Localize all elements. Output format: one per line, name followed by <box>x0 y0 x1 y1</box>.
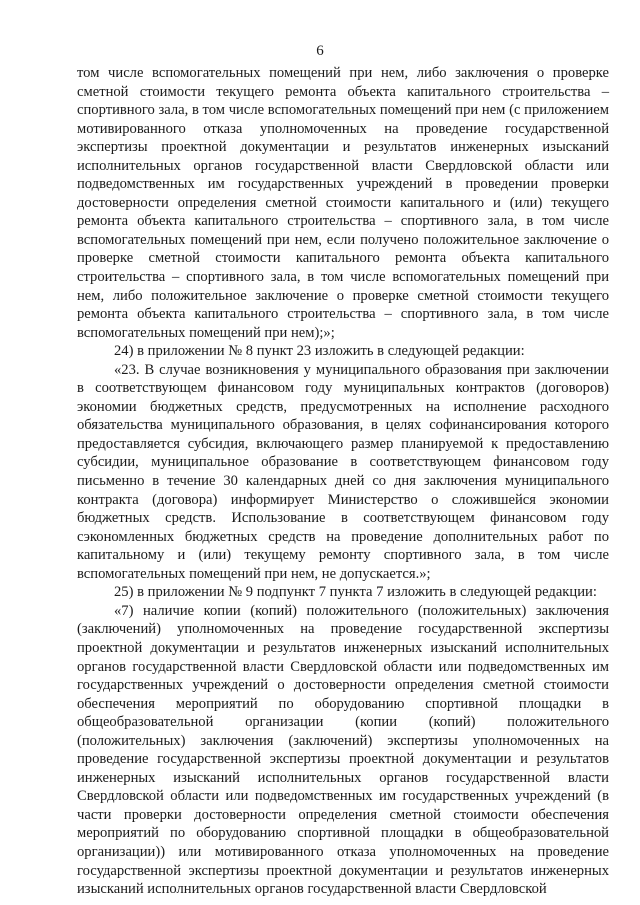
document-body <box>77 64 609 899</box>
page-number: 6 <box>316 43 324 59</box>
paragraph-continuation: том числе вспомогательных помещений при нем, либо заключения о проверке сметной стоимости текущего ремонта объекта капитального строительства – спортивного зала, в том числе вспомогательных помещений при нем (с приложением мотивированного отказа уполномоченных на проведение государственной экспертизы проектной документации и результатов инженерных изысканий исполнительных органов государственной власти Свердловской области или подведомственных им государственных учреждений в проведении проверки достоверности определения сметной стоимости капитального и (или) текущего ремонта объекта капитального строительства – спортивного зала, в том числе вспомогательных помещений при нем, если получено положительное заключение о проверке сметной стоимости капитального ремонта объекта капитального строительства – спортивного зала, в том числе вспомогательных помещений при нем, либо положительное заключение о проверке сметной стоимости текущего ремонта объекта капитального строительства – спортивного зала, в том числе вспомогательных помещений при нем);»; <box>77 65 609 341</box>
paragraph-item-24-text: «23. В случае возникновения у муниципального образования при заключении в соответствующем финансовом году муниципальных контрактов (договоров) экономии бюджетных средств, предусмотренных на исполнение расходного обязательства муниципального образования, в целях софинансирования которого предоставляется субсидия, включающего размер планируемой к предоставлению субсидии, муниципальное образование в соответствующем финансовом году письменно в течение 30 календарных дней со дня заключения муниципального контракта (договора) информирует Министерство о сложившейся экономии бюджетных средств. Использование в соответствующем финансовом году сэкономленных бюджетных средств на проведение дополнительных работ по капитальному и (или) текущему ремонту спортивного зала, в том числе вспомогательных помещений при нем, не допускается.»; <box>77 361 609 582</box>
paragraph-item-25: 25) в приложении № 9 подпункт 7 пункта 7 изложить в следующей редакции: <box>114 584 597 601</box>
paragraph-item-25-text: «7) наличие копии (копий) положительного (положительных) заключения (заключений) уполномоченных на проведение государственной экспертизы проектной документации и результатов инженерных изысканий исполнительных органов государственной власти Свердловской области или подведомственных им государственных учреждений о достоверности определения сметной стоимости обеспечения мероприятий по оборудованию спортивной площадки в общеобразовательной организации (копии (копий) положительного (положительных) заключения (заключений) экспертизы уполномоченных на проведение государственной экспертизы проектной документации и результатов инженерных изысканий исполнительных органов государственной власти Свердловской области или подведомственных им государственных учреждений (в части проверки достоверности определения сметной стоимости обеспечения мероприятий по оборудованию спортивной площадки в общеобразовательной организации)) или мотивированного отказа уполномоченных на проведение государственной экспертизы проектной документации и результатов инженерных изысканий исполнительных органов государственной власти Свердловской <box>77 602 609 898</box>
paragraph-item-24: 24) в приложении № 8 пункт 23 изложить в следующей редакции: <box>114 343 525 360</box>
